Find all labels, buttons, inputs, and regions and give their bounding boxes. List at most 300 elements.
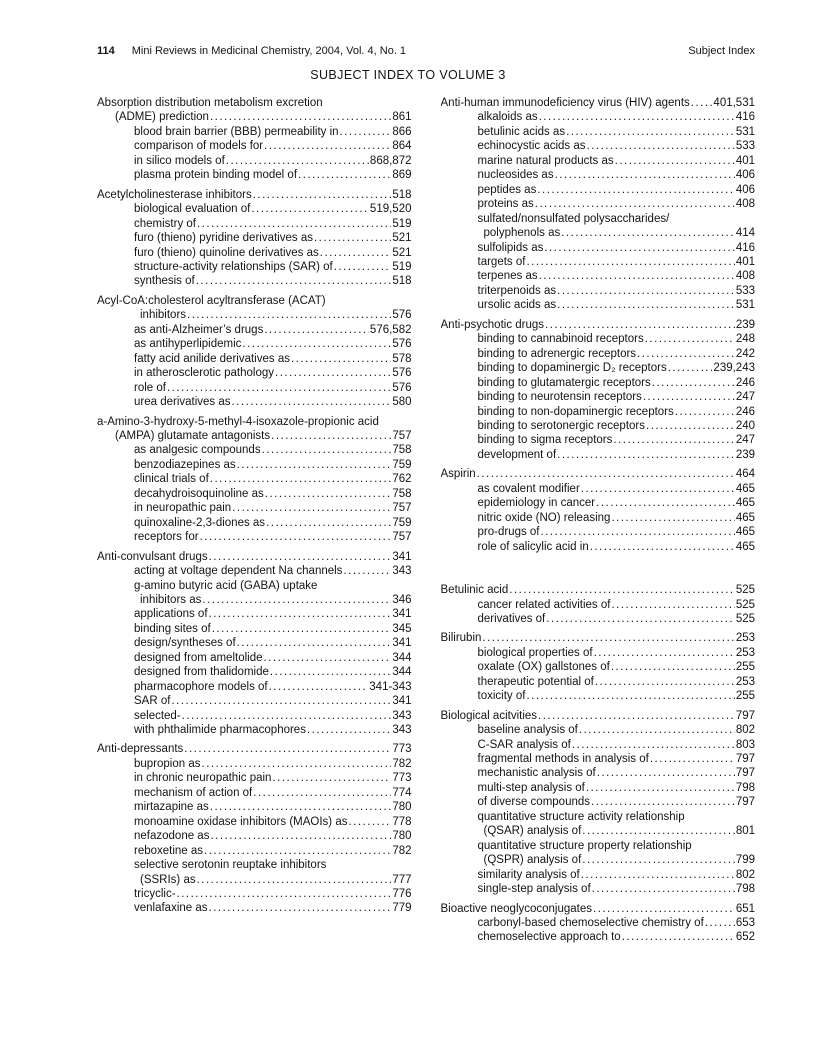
entry-text: quantitative structure activity relationship <box>477 810 685 823</box>
entry-page-number: 576 <box>392 338 412 351</box>
entry-page-number: 239,243 <box>713 362 755 375</box>
dot-leader <box>251 202 369 216</box>
index-entry <box>97 901 412 915</box>
entry-page-number: 774 <box>392 786 412 799</box>
entry-page-number: 525 <box>735 584 755 597</box>
index-entry <box>441 583 756 597</box>
entry-text: pro-drugs of <box>477 526 540 539</box>
index-entry <box>441 154 756 168</box>
index-entry <box>97 139 412 153</box>
entry-page-number: 801 <box>735 825 755 838</box>
index-entry <box>441 298 756 312</box>
index-entry <box>441 318 756 332</box>
index-entry <box>441 882 756 896</box>
index-group <box>97 188 412 289</box>
entry-text: peptides as <box>477 183 537 196</box>
entry-text: venlafaxine as <box>134 902 208 915</box>
dot-leader <box>611 598 734 612</box>
entry-page-number: 758 <box>392 444 412 457</box>
index-entry <box>97 202 412 216</box>
entry-text: proteins as <box>477 198 534 211</box>
entry-page-number: 651 <box>735 902 755 915</box>
index-entry <box>441 183 756 197</box>
entry-page-number: 799 <box>735 854 755 867</box>
dot-leader <box>613 433 734 447</box>
entry-text: targets of <box>477 255 526 268</box>
entry-text: mirtazapine as <box>134 801 209 814</box>
index-entry <box>97 829 412 843</box>
index-entry <box>441 723 756 737</box>
index-entry <box>441 868 756 882</box>
entry-page-number: 465 <box>735 511 755 524</box>
index-entry <box>97 231 412 245</box>
entry-page-number: 782 <box>392 844 412 857</box>
entry-text: comparison of models for <box>134 140 264 153</box>
entry-text: selective serotonin reuptake inhibitors <box>134 859 327 872</box>
entry-page-number: 343 <box>392 724 412 737</box>
entry-page-number: 533 <box>735 284 755 297</box>
dot-leader <box>209 550 392 564</box>
entry-text: Aspirin <box>440 468 476 481</box>
index-entry <box>97 550 412 564</box>
entry-page-number: 869 <box>392 169 412 182</box>
entry-text: binding to cannabinoid receptors <box>477 333 644 346</box>
index-entry <box>97 323 412 337</box>
entry-page-number: 798 <box>735 781 755 794</box>
entry-text: in atherosclerotic pathology <box>134 367 274 380</box>
entry-page-number: 868,872 <box>369 154 412 167</box>
entry-page-number: 344 <box>392 651 412 664</box>
dot-leader <box>572 738 735 752</box>
entry-page-number: 797 <box>735 709 755 722</box>
entry-text: binding to adrenergic receptors <box>477 347 637 360</box>
dot-leader <box>611 660 735 674</box>
index-entry <box>97 636 412 650</box>
index-group <box>97 742 412 915</box>
index-group <box>441 902 756 945</box>
dot-leader <box>197 873 392 887</box>
index-entry <box>441 255 756 269</box>
dot-leader <box>232 395 392 409</box>
entry-text: Biological acitvities <box>440 709 538 722</box>
index-entry <box>441 795 756 809</box>
index-entry <box>441 810 756 824</box>
index-entry <box>441 139 756 153</box>
entry-page-number: 759 <box>392 458 412 471</box>
dot-leader <box>593 902 735 916</box>
index-group <box>97 415 412 545</box>
entry-text: Anti-human immunodeficiency virus (HIV) agents <box>440 97 690 109</box>
entry-text: selected- <box>134 709 181 722</box>
entry-text: similarity analysis of <box>477 868 580 881</box>
dot-leader <box>200 530 392 544</box>
entry-page-number: 341 <box>392 695 412 708</box>
entry-page-number: 576,582 <box>369 323 412 336</box>
entry-text: mechanism of action of <box>134 786 253 799</box>
column-left <box>97 96 412 945</box>
entry-text: baseline analysis of <box>477 724 578 737</box>
dot-leader <box>643 390 735 404</box>
dot-leader <box>197 217 391 231</box>
entry-text: with phthalimide pharmacophores <box>134 724 306 737</box>
index-group <box>97 96 412 183</box>
index-entry <box>97 294 412 308</box>
index-entry <box>97 154 412 168</box>
dot-leader <box>340 125 392 139</box>
entry-text: binding to non-dopaminergic receptors <box>477 405 674 418</box>
entry-text: furo (thieno) pyridine derivatives as <box>134 232 313 245</box>
dot-leader <box>265 487 392 501</box>
index-entry <box>441 269 756 283</box>
dot-leader <box>592 882 735 896</box>
entry-page-number: 521 <box>392 246 412 259</box>
entry-text: single-step analysis of <box>477 883 591 896</box>
index-entry <box>97 800 412 814</box>
dot-leader <box>645 332 735 346</box>
dot-leader <box>298 168 391 182</box>
running-header <box>97 45 755 57</box>
index-entry <box>441 332 756 346</box>
index-entry <box>441 168 756 182</box>
entry-text: as antihyperlipidemic <box>134 338 242 351</box>
dot-leader <box>557 298 735 312</box>
index-entry <box>441 930 756 944</box>
dot-leader <box>557 448 735 462</box>
entry-text: Anti-psychotic drugs <box>440 318 545 331</box>
entry-page-number: 344 <box>392 666 412 679</box>
entry-page-number: 653 <box>735 917 755 930</box>
entry-text: blood brain barrier (BBB) permeability in <box>134 125 339 138</box>
entry-text: binding to glutamatergic receptors <box>477 376 651 389</box>
entry-text: toxicity of <box>477 690 526 703</box>
entry-page-number: 782 <box>392 757 412 770</box>
entry-page-number: 780 <box>392 830 412 843</box>
entry-text: betulinic acids as <box>477 125 566 138</box>
index-entry <box>97 395 412 409</box>
dot-leader <box>482 631 734 645</box>
entry-text: binding sites of <box>134 622 211 635</box>
entry-page-number: 762 <box>392 473 412 486</box>
entry-page-number: 525 <box>735 598 755 611</box>
dot-leader <box>334 260 392 274</box>
entry-text: ursolic acids as <box>477 299 557 312</box>
index-entry <box>441 125 756 139</box>
index-group <box>441 583 756 626</box>
index-entry <box>97 723 412 737</box>
entry-text: structure-activity relationships (SAR) of <box>134 260 333 273</box>
index-entry <box>97 501 412 515</box>
index-entry <box>97 217 412 231</box>
dot-leader <box>264 323 369 337</box>
index-entry <box>97 694 412 708</box>
index-entry <box>97 665 412 679</box>
entry-page-number: 578 <box>392 352 412 365</box>
index-entry <box>97 742 412 756</box>
dot-leader <box>650 752 735 766</box>
dot-leader <box>184 742 391 756</box>
entry-page-number: 652 <box>735 931 755 944</box>
entry-page-number: 246 <box>735 376 755 389</box>
entry-page-number: 253 <box>735 632 755 645</box>
index-entry <box>441 824 756 838</box>
dot-leader <box>637 347 735 361</box>
entry-text: monoamine oxidase inhibitors (MAOIs) as <box>134 815 348 828</box>
entry-text: binding to neurotensin receptors <box>477 391 642 404</box>
dot-leader <box>668 361 713 375</box>
index-entry <box>97 125 412 139</box>
entry-page-number: 778 <box>392 815 412 828</box>
dot-leader <box>545 318 735 332</box>
dot-leader <box>555 168 735 182</box>
dot-leader <box>202 757 392 771</box>
index-entry <box>97 188 412 202</box>
entry-text: reboxetine as <box>134 844 204 857</box>
dot-leader <box>209 607 392 621</box>
entry-text: benzodiazepines as <box>134 458 236 471</box>
entry-page-number: 416 <box>735 241 755 254</box>
entry-text: inhibitors as <box>140 593 202 606</box>
entry-text: designed from ameltolide <box>134 651 263 664</box>
entry-page-number: 576 <box>392 367 412 380</box>
column-right <box>441 96 756 945</box>
dot-leader <box>705 916 735 930</box>
entry-page-number: 345 <box>392 622 412 635</box>
dot-leader <box>691 96 713 110</box>
entry-text: furo (thieno) quinoline derivatives as <box>134 246 319 259</box>
index-entry <box>97 366 412 380</box>
entry-text: synthesis of <box>134 275 195 288</box>
entry-page-number: 777 <box>392 873 412 886</box>
dot-leader <box>595 675 735 689</box>
dot-leader <box>539 110 735 124</box>
dot-leader <box>646 419 735 433</box>
dot-leader <box>566 125 735 139</box>
entry-page-number: 465 <box>735 540 755 553</box>
dot-leader <box>196 274 392 288</box>
index-group <box>441 709 756 897</box>
index-entry <box>97 168 412 182</box>
entry-text: cancer related activities of <box>477 598 611 611</box>
entry-page-number: 253 <box>735 646 755 659</box>
entry-page-number: 246 <box>735 405 755 418</box>
entry-text: in chronic neuropathic pain <box>134 772 272 785</box>
entry-page-number: 576 <box>392 381 412 394</box>
dot-leader <box>591 795 735 809</box>
entry-text: (AMPA) glutamate antagonists <box>115 429 271 442</box>
entry-text: role of <box>134 381 166 394</box>
index-entry <box>97 352 412 366</box>
dot-leader <box>535 197 735 211</box>
entry-text: marine natural products as <box>477 154 614 167</box>
entry-page-number: 406 <box>735 169 755 182</box>
entry-text: urea derivatives as <box>134 396 231 409</box>
dot-leader <box>594 646 735 660</box>
dot-leader <box>266 516 391 530</box>
index-entry <box>97 110 412 124</box>
index-entry <box>441 660 756 674</box>
dot-leader <box>343 564 391 578</box>
index-entry <box>441 376 756 390</box>
entry-text: derivatives of <box>477 612 546 625</box>
entry-text: g-amino butyric acid (GABA) uptake <box>134 579 318 592</box>
entry-page-number: 240 <box>735 419 755 432</box>
index-entry <box>97 651 412 665</box>
index-entry <box>97 844 412 858</box>
entry-text: quinoxaline-2,3-diones as <box>134 516 266 529</box>
index-entry <box>441 631 756 645</box>
dot-leader <box>675 405 735 419</box>
entry-text: Bioactive neoglycoconjugates <box>440 902 593 915</box>
index-entry <box>441 284 756 298</box>
dot-leader <box>587 139 735 153</box>
entry-page-number: 341-343 <box>369 680 412 693</box>
dot-leader <box>537 183 734 197</box>
entry-page-number: 341 <box>392 550 412 563</box>
entry-page-number: 465 <box>735 482 755 495</box>
index-entry <box>441 496 756 510</box>
entry-page-number: 866 <box>392 125 412 138</box>
entry-page-number: 803 <box>735 738 755 751</box>
index-entry <box>441 916 756 930</box>
index-entry <box>441 612 756 626</box>
index-entry <box>97 622 412 636</box>
journal-citation: Mini Reviews in Medicinal Chemistry, 2004, Vol. 4, No. 1 <box>131 45 407 57</box>
entry-text: binding to serotonergic receptors <box>477 419 645 432</box>
dot-leader <box>291 352 391 366</box>
dot-leader <box>314 231 391 245</box>
index-entry <box>441 540 756 554</box>
index-entry <box>441 212 756 226</box>
entry-page-number: 255 <box>735 661 755 674</box>
dot-leader <box>210 829 391 843</box>
index-entry <box>97 337 412 351</box>
entry-page-number: 343 <box>392 709 412 722</box>
dot-leader <box>177 887 392 901</box>
dot-leader <box>541 525 735 539</box>
entry-page-number: 416 <box>735 111 755 124</box>
dot-leader <box>579 723 735 737</box>
index-entry <box>441 390 756 404</box>
entry-text: quantitative structure property relationship <box>477 839 692 852</box>
index-entry <box>97 858 412 872</box>
entry-page-number: 525 <box>735 612 755 625</box>
index-entry <box>441 482 756 496</box>
entry-text: acting at voltage dependent Na channels <box>134 565 343 578</box>
dot-leader <box>590 540 735 554</box>
entry-page-number: 408 <box>735 198 755 211</box>
entry-page-number: 758 <box>392 487 412 500</box>
dot-leader <box>526 255 734 269</box>
entry-text: Anti-convulsant drugs <box>97 550 208 563</box>
entry-text: binding to dopaminergic D₂ receptors <box>477 362 667 375</box>
dot-leader <box>253 188 392 202</box>
entry-page-number: 757 <box>392 531 412 544</box>
index-entry <box>441 197 756 211</box>
entry-text: alkaloids as <box>477 111 538 124</box>
dot-leader <box>477 467 735 481</box>
entry-page-number: 773 <box>392 772 412 785</box>
dot-leader <box>581 868 735 882</box>
dot-leader <box>611 511 734 525</box>
entry-text: design/syntheses of <box>134 637 236 650</box>
entry-page-number: 239 <box>735 318 755 331</box>
entry-text: in neuropathic pain <box>134 502 232 515</box>
dot-leader <box>652 376 735 390</box>
index-entry <box>97 680 412 694</box>
index-entry <box>441 738 756 752</box>
index-entry <box>97 458 412 472</box>
index-entry <box>97 709 412 723</box>
entry-page-number: 757 <box>392 502 412 515</box>
dot-leader <box>561 226 735 240</box>
entry-text: tricyclic- <box>134 888 176 901</box>
index-entry <box>97 260 412 274</box>
header-section-label: Subject Index <box>688 45 755 57</box>
dot-leader <box>539 269 735 283</box>
index-entry <box>441 448 756 462</box>
entry-text: C-SAR analysis of <box>477 738 571 751</box>
dot-leader <box>538 709 735 723</box>
entry-page-number: 341 <box>392 608 412 621</box>
index-group <box>441 318 756 463</box>
entry-page-number: 757 <box>392 429 412 442</box>
entry-text: designed from thalidomide <box>134 666 269 679</box>
entry-text: binding to sigma receptors <box>477 434 613 447</box>
entry-page-number: 533 <box>735 140 755 153</box>
entry-text: (ADME) prediction <box>115 111 209 124</box>
dot-leader <box>615 154 735 168</box>
dot-leader <box>546 612 735 626</box>
entry-page-number: 759 <box>392 516 412 529</box>
index-entry <box>97 579 412 593</box>
entry-text: Betulinic acid <box>440 584 509 597</box>
index-group <box>441 96 756 313</box>
dot-leader <box>182 709 392 723</box>
entry-page-number: 519,520 <box>369 203 412 216</box>
entry-page-number: 797 <box>735 753 755 766</box>
entry-page-number: 802 <box>735 868 755 881</box>
entry-text: as analgesic compounds <box>134 444 261 457</box>
entry-text: plasma protein binding model of <box>134 169 298 182</box>
entry-text: nucleosides as <box>477 169 554 182</box>
entry-page-number: 465 <box>735 497 755 510</box>
dot-leader <box>210 110 391 124</box>
dot-leader <box>271 429 391 443</box>
index-entry <box>97 516 412 530</box>
entry-page-number: 797 <box>735 796 755 809</box>
index-entry <box>97 246 412 260</box>
entry-text: epidemiology in cancer <box>477 497 596 510</box>
entry-page-number: 401 <box>735 255 755 268</box>
entry-page-number: 346 <box>392 593 412 606</box>
entry-page-number: 797 <box>735 767 755 780</box>
index-entry <box>97 593 412 607</box>
dot-leader <box>242 337 391 351</box>
entry-text: fatty acid anilide derivatives as <box>134 352 290 365</box>
entry-text: bupropion as <box>134 757 201 770</box>
entry-text: biological properties of <box>477 646 593 659</box>
entry-page-number: 776 <box>392 888 412 901</box>
dot-leader <box>187 308 391 322</box>
index-entry <box>441 419 756 433</box>
entry-page-number: 773 <box>392 743 412 756</box>
entry-text: sulfolipids as <box>477 241 544 254</box>
entry-page-number: 408 <box>735 270 755 283</box>
dot-leader <box>264 139 391 153</box>
dot-leader <box>202 593 391 607</box>
entry-page-number: 798 <box>735 883 755 896</box>
entry-text: (SSRIs) as <box>140 873 196 886</box>
